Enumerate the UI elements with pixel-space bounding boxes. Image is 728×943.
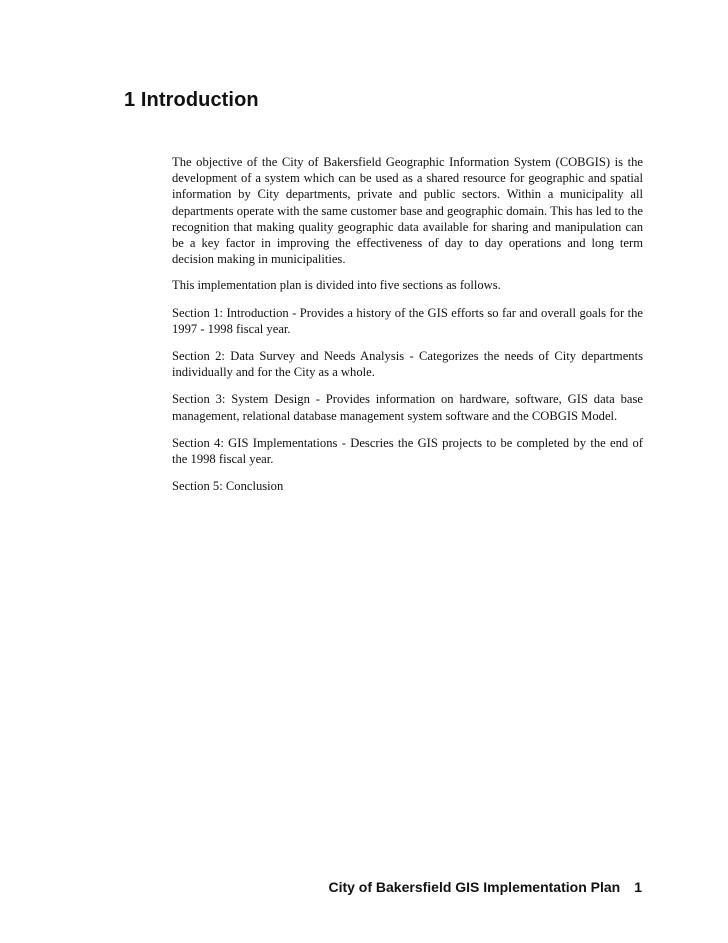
section-heading: 1 Introduction — [124, 89, 259, 111]
plan-overview-paragraph: This implementation plan is divided into five sections as follows. — [172, 278, 501, 293]
section-2-summary: Section 2: Data Survey and Needs Analysis - Categorizes the needs of City departments individually and for the City as a whole. — [172, 349, 643, 380]
page-number: 1 — [634, 879, 642, 895]
intro-paragraph: The objective of the City of Bakersfield Geographic Information System (COBGIS) is the development of a system which can be used as a shared resource for geographic and spatial information by City departments, private and public sectors. Within a municipality all departments operate with the same customer base and geographic domain. This has led to the recognition that making quality geographic data available for sharing and manipulation can be a key factor in improving the effectiveness of day to day operations and long term decision making in municipalities. — [172, 155, 643, 267]
section-1-summary: Section 1: Introduction - Provides a history of the GIS efforts so far and overall goals for the 1997 - 1998 fiscal year. — [172, 305, 643, 336]
page-footer — [328, 878, 642, 896]
section-3-summary: Section 3: System Design - Provides information on hardware, software, GIS data base management, relational database management system software and the COBGIS Model. — [172, 392, 643, 423]
section-5-summary: Section 5: Conclusion — [172, 479, 284, 494]
footer-title: City of Bakersfield GIS Implementation Plan — [328, 879, 621, 895]
body-text — [172, 154, 643, 505]
section-4-summary: Section 4: GIS Implementations - Descries the GIS projects to be completed by the end of the 1998 fiscal year. — [172, 435, 643, 467]
